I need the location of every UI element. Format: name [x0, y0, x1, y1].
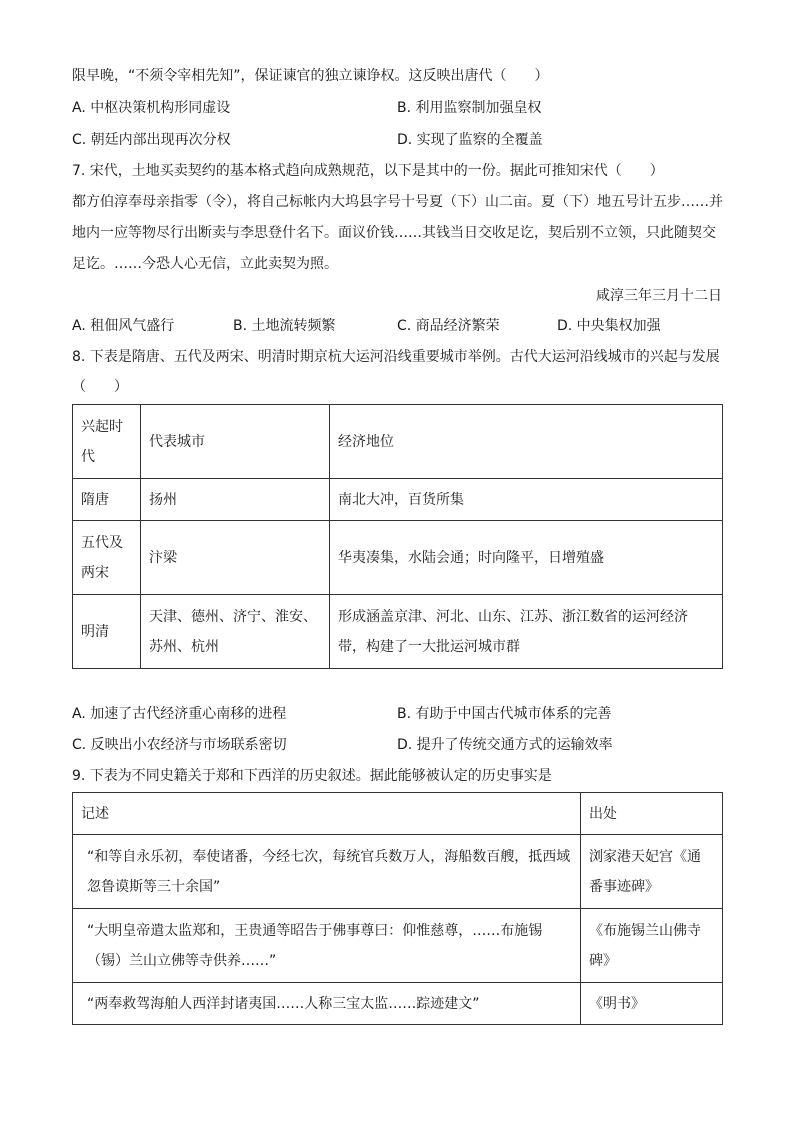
q7-stem: 7. 宋代，土地买卖契约的基本格式趋向成熟规范，以下是其中的一份。据此可推知宋代（ ）: [72, 163, 664, 179]
table-row: [73, 521, 723, 595]
economy-cell: 形成涵盖京津、河北、山东、江苏、浙江数省的运河经济带，构建了一大批运河城市群: [330, 595, 723, 669]
record-cell: “和等自永乐初，奉使诸番，今经七次，每统官兵数万人，海船数百艘，抵西域忽鲁谟斯等三十余国”: [73, 835, 581, 909]
q7-contract-line-1: 都方伯淳奉母亲指零（令），将自己标帐内大坞县字号十号夏（下）山二亩。夏（下）地五号计五步……并: [72, 194, 723, 210]
table-header-row: [73, 793, 723, 835]
era-cell: 五代及两宋: [73, 521, 141, 595]
q8-option-a: A. 加速了古代经济重心南移的进程: [72, 706, 287, 722]
q6-stem-continuation: 限早晚，“不须令宰相先知”，保证谏官的独立谏诤权。这反映出唐代（ ）: [72, 68, 549, 84]
q8-option-b: B. 有助于中国古代城市体系的完善: [397, 706, 612, 722]
q7-contract-date: 咸淳三年三月十二日: [596, 288, 722, 304]
q7-option-a: A. 租佃风气盛行: [72, 318, 175, 334]
q6-option-d: D. 实现了监察的全覆盖: [397, 132, 543, 148]
era-cell: 明清: [73, 595, 141, 669]
q6-option-a: A. 中枢决策机构形同虚设: [72, 100, 231, 116]
table-row: [73, 595, 723, 669]
q7-option-c: C. 商品经济繁荣: [397, 318, 500, 334]
source-cell: 《明书》: [581, 983, 723, 1025]
city-cell: 汴梁: [141, 521, 330, 595]
q8-stem: 8. 下表是隋唐、五代及两宋、明清时期京杭大运河沿线重要城市举例。古代大运河沿线城市的兴起与发展: [72, 349, 720, 365]
q8-stem-blank: （ ）: [72, 379, 128, 395]
header-economy: 经济地位: [330, 405, 723, 479]
q6-option-b: B. 利用监察制加强皇权: [397, 100, 542, 116]
table-row: [73, 835, 723, 909]
q7-option-b: B. 土地流转频繁: [233, 318, 336, 334]
q7-option-d: D. 中央集权加强: [557, 318, 661, 334]
header-record: 记述: [73, 793, 581, 835]
header-source: 出处: [581, 793, 723, 835]
economy-cell: 南北大冲，百货所集: [330, 479, 723, 521]
economy-cell: 华夷凑集，水陆会通；时向隆平，日增殖盛: [330, 521, 723, 595]
q8-option-d: D. 提升了传统交通方式的运输效率: [397, 737, 613, 753]
era-cell: 隋唐: [73, 479, 141, 521]
table-row: [73, 479, 723, 521]
record-cell: “大明皇帝遣太监郑和，王贵通等昭告于佛事尊曰：仰惟慈尊，……布施锡（锡）兰山立佛等寺供养……”: [73, 909, 581, 983]
q6-option-c: C. 朝廷内部出现再次分权: [72, 132, 231, 148]
q9-source-table: [72, 792, 723, 1025]
table-row: [73, 909, 723, 983]
q7-contract-line-3: 足讫。……今恐人心无信，立此卖契为照。: [72, 256, 338, 272]
header-city: 代表城市: [141, 405, 330, 479]
q9-stem: 9. 下表为不同史籍关于郑和下西洋的历史叙述。据此能够被认定的历史事实是: [72, 768, 552, 784]
source-cell: 浏家港天妃宫《通番事迹碑》: [581, 835, 723, 909]
q8-city-table: [72, 404, 723, 669]
table-header-row: [73, 405, 723, 479]
q8-option-c: C. 反映出小农经济与市场联系密切: [72, 737, 287, 753]
city-cell: 扬州: [141, 479, 330, 521]
city-cell: 天津、德州、济宁、淮安、苏州、杭州: [141, 595, 330, 669]
table-row: [73, 983, 723, 1025]
header-era: 兴起时代: [73, 405, 141, 479]
source-cell: 《布施锡兰山佛寺碑》: [581, 909, 723, 983]
record-cell: “两奉救驾海舶人西洋封诸夷国……人称三宝太监……踪迹建文”: [73, 983, 581, 1025]
q7-contract-line-2: 地内一应等物尽行出断卖与李思登什名下。面议价钱……其钱当日交收足讫，契后别不立领，只此随契交: [72, 225, 716, 241]
